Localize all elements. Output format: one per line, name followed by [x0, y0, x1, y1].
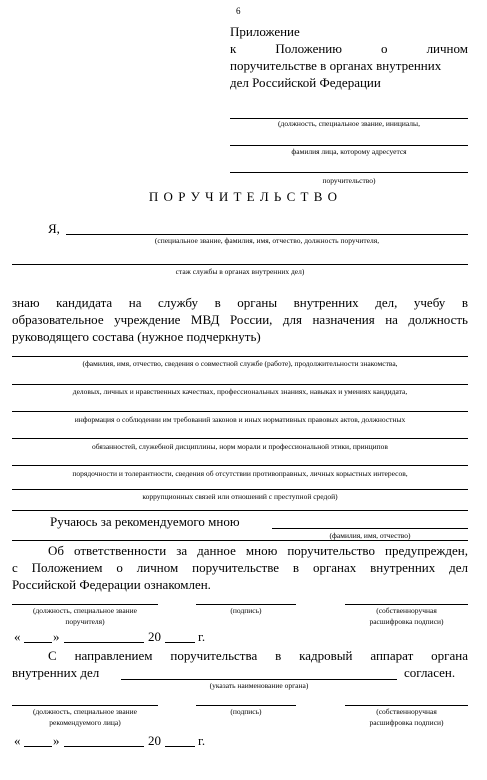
info-line-3 [12, 411, 468, 412]
guarantor-line-2 [12, 264, 468, 265]
body-paragraph [12, 294, 468, 345]
date2-day-line [24, 746, 52, 747]
vouch-top-line [12, 510, 468, 511]
vouch-text: Ручаюсь за рекомендуемого мною [50, 514, 240, 529]
date1-day-line [24, 642, 52, 643]
guarantor-ya: Я, [48, 221, 60, 236]
addressee-line-3 [230, 172, 468, 173]
appendix-header [230, 23, 468, 91]
header-line-2: к Положению о личном [230, 41, 468, 56]
sign2-signature-line [196, 705, 296, 706]
direction-hint: (указать наименование органа) [209, 681, 309, 690]
page-number: 6 [236, 6, 241, 16]
sign2-signature-hint: (подпись) [230, 707, 262, 716]
document-title: П О Р У Ч И Т Е Л Ь С Т В О [148, 189, 339, 204]
header-line-3: поручительстве в органах внутренних [230, 58, 442, 73]
date1-month-line [64, 642, 144, 643]
sign1-position-line [12, 604, 158, 605]
addressee-line-2 [230, 145, 468, 146]
guarantor-hint-2: стаж службы в органах внутренних дел) [175, 267, 305, 276]
responsibility-paragraph [12, 542, 468, 593]
body-line-3: руководящего состава (нужное подчеркнуть) [12, 329, 261, 344]
header-line-1: Приложение [230, 24, 300, 39]
info-hint-1: (фамилия, имя, отчество, сведения о совместной службе (работе), продолжительности знакомства, [82, 359, 398, 368]
info-hint-6: коррупционных связей или отношений с преступной средой) [142, 492, 338, 501]
header-line-4: дел Российской Федерации [230, 75, 381, 90]
sign1-position-hint: (должность, специальное звание поручителя) [32, 606, 138, 626]
sign2-decoding-hint: (собственноручная расшифровка подписи) [369, 707, 444, 727]
vouch-bottom-line [12, 540, 468, 541]
direction-org-line [121, 679, 397, 680]
direction-line-1: С направлением поручительства в кадровый аппарат органа [48, 648, 468, 663]
info-hint-4: обязанностей, служебной дисциплины, норм морали и профессиональной этики, принципов [92, 442, 388, 451]
date2-month-line [64, 746, 144, 747]
sign1-decoding-hint: (собственноручная расшифровка подписи) [369, 606, 444, 626]
info-line-6 [12, 489, 468, 490]
date-row-2: « » 20 г. [14, 733, 206, 748]
info-hint-3: информация о соблюдении им требований законов и иных нормативных правовых актов, должностных [74, 415, 406, 424]
sign1-decoding-line [345, 604, 468, 605]
vouch-hint: (фамилия, имя, отчество) [329, 531, 411, 540]
info-line-5 [12, 465, 468, 466]
body-line-1: знаю кандидата на службу в органы внутренних дел, учебу в [12, 295, 468, 310]
addressee-hint-1: (должность, специальное звание, инициалы, [278, 119, 420, 128]
addressee-hint-3: поручительство) [322, 176, 376, 185]
vouch-name-line [272, 528, 468, 529]
direction-line-2b: согласен. [404, 665, 456, 680]
guarantor-hint-1: (специальное звание, фамилия, имя, отчество, должность поручителя, [154, 236, 380, 245]
sign1-signature-line [196, 604, 296, 605]
guarantor-line-1 [66, 234, 468, 235]
date-row-1: « » 20 г. [14, 629, 206, 644]
body-line-2: образовательное учреждение МВД России, для назначения на должность [12, 312, 468, 327]
sign2-position-line [12, 705, 158, 706]
responsibility-line-2: с Положением о личном поручительстве в органах внутренних дел [12, 560, 468, 575]
sign2-position-hint: (должность, специальное звание рекомендуемого лица) [32, 707, 138, 727]
responsibility-line-3: Российской Федерации ознакомлен. [12, 577, 211, 592]
info-line-4 [12, 438, 468, 439]
direction-line-2a: внутренних дел [12, 665, 100, 680]
date2-year-line [165, 746, 195, 747]
responsibility-line-1: Об ответственности за данное мною поручительство предупрежден, [48, 543, 468, 558]
info-line-2 [12, 384, 468, 385]
sign1-signature-hint: (подпись) [230, 606, 262, 615]
info-hint-5: порядочности и толерантности, сведения об отсутствии противоправных, личных корыстных интересов, [72, 469, 408, 478]
addressee-hint-2: фамилия лица, которому адресуется [291, 147, 407, 156]
direction-paragraph [12, 647, 468, 664]
info-hint-2: деловых, личных и нравственных качествах, профессиональных знаниях, навыках и умениях кандидата, [72, 387, 408, 396]
date1-year-line [165, 642, 195, 643]
sign2-decoding-line [345, 705, 468, 706]
info-line-1 [12, 356, 468, 357]
